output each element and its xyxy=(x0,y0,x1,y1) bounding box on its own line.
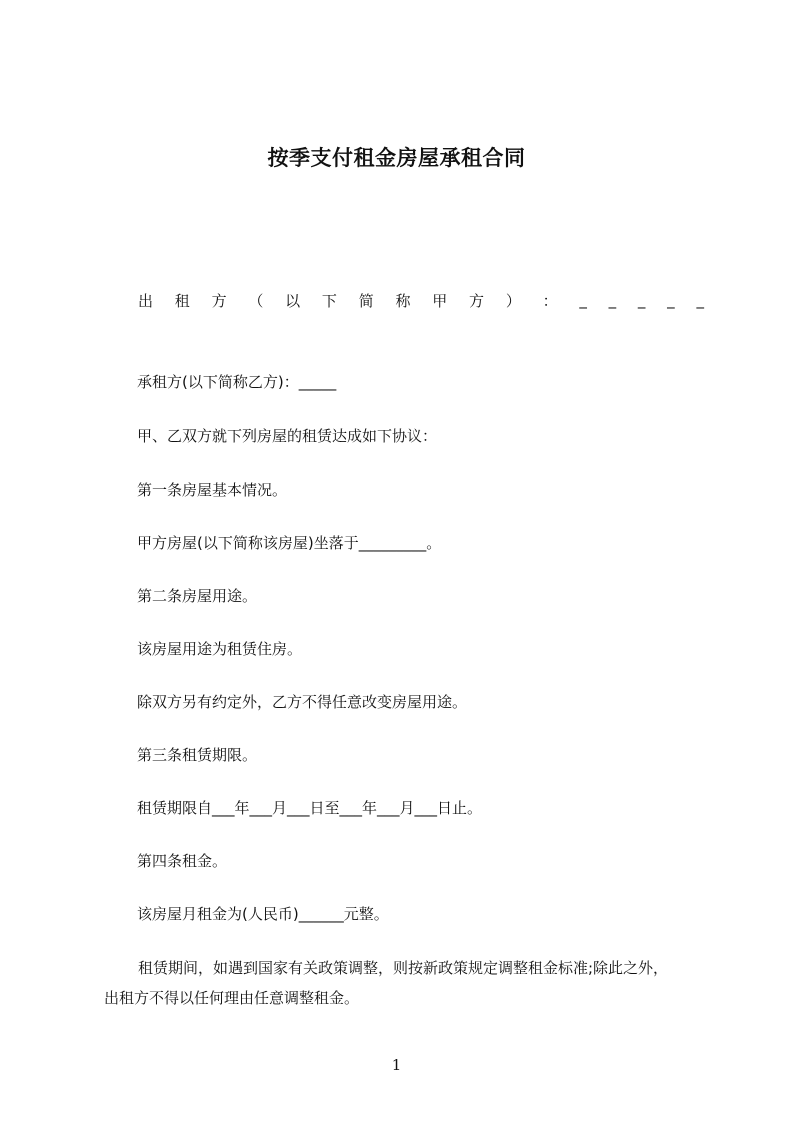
lessor-char: 方 xyxy=(211,291,227,310)
lessor-char: ： xyxy=(542,291,558,310)
lessor-line xyxy=(138,288,704,312)
article-2-heading: 第二条房屋用途。 xyxy=(137,587,258,605)
lessor-char: ） xyxy=(505,291,521,310)
lessor-char: 租 xyxy=(174,291,190,310)
lessor-blank: _ xyxy=(637,291,646,309)
agreement-intro-paragraph: 甲、乙双方就下列房屋的租赁达成如下协议： xyxy=(137,427,438,445)
lessor-blank: _ xyxy=(696,291,704,309)
lessor-blank: _ xyxy=(579,291,587,309)
lessor-char: 称 xyxy=(395,291,411,310)
article-1-heading: 第一条房屋基本情况。 xyxy=(137,481,288,499)
document-title: 按季支付租金房屋承租合同 xyxy=(267,146,526,170)
rent-adjustment-paragraph xyxy=(104,953,704,1013)
lessor-blank: _ xyxy=(667,291,675,309)
property-use-paragraph: 该房屋用途为租赁住房。 xyxy=(137,640,303,658)
lessor-char: 下 xyxy=(321,291,337,310)
lessor-char: （ xyxy=(248,291,264,310)
lease-term-paragraph: 租赁期限自___年___月___日至___年___月___日止。 xyxy=(137,799,483,817)
rent-adjustment-line-2: 出租方不得以任何理由任意调整租金。 xyxy=(104,989,360,1007)
lessor-char: 方 xyxy=(469,291,485,310)
rent-adjustment-line-1: 租赁期间，如遇到国家有关政策调整，则按新政策规定调整租金标准;除此之外， xyxy=(138,959,669,977)
lessor-char: 出 xyxy=(138,291,154,310)
lessee-paragraph: 承租方(以下简称乙方)：_____ xyxy=(137,373,337,391)
monthly-rent-paragraph: 该房屋月租金为(人民币)______元整。 xyxy=(137,905,389,923)
article-4-heading: 第四条租金。 xyxy=(137,852,228,870)
lessor-char: 甲 xyxy=(432,291,448,310)
lessor-blank: _ xyxy=(608,291,617,309)
lessor-char: 以 xyxy=(285,291,301,310)
page-number: 1 xyxy=(391,1056,402,1074)
property-location-paragraph: 甲方房屋(以下简称该房屋)坐落于_________。 xyxy=(137,534,442,552)
lessor-char: 简 xyxy=(358,291,374,310)
use-restriction-paragraph: 除双方另有约定外，乙方不得任意改变房屋用途。 xyxy=(137,693,468,711)
article-3-heading: 第三条租赁期限。 xyxy=(137,746,258,764)
